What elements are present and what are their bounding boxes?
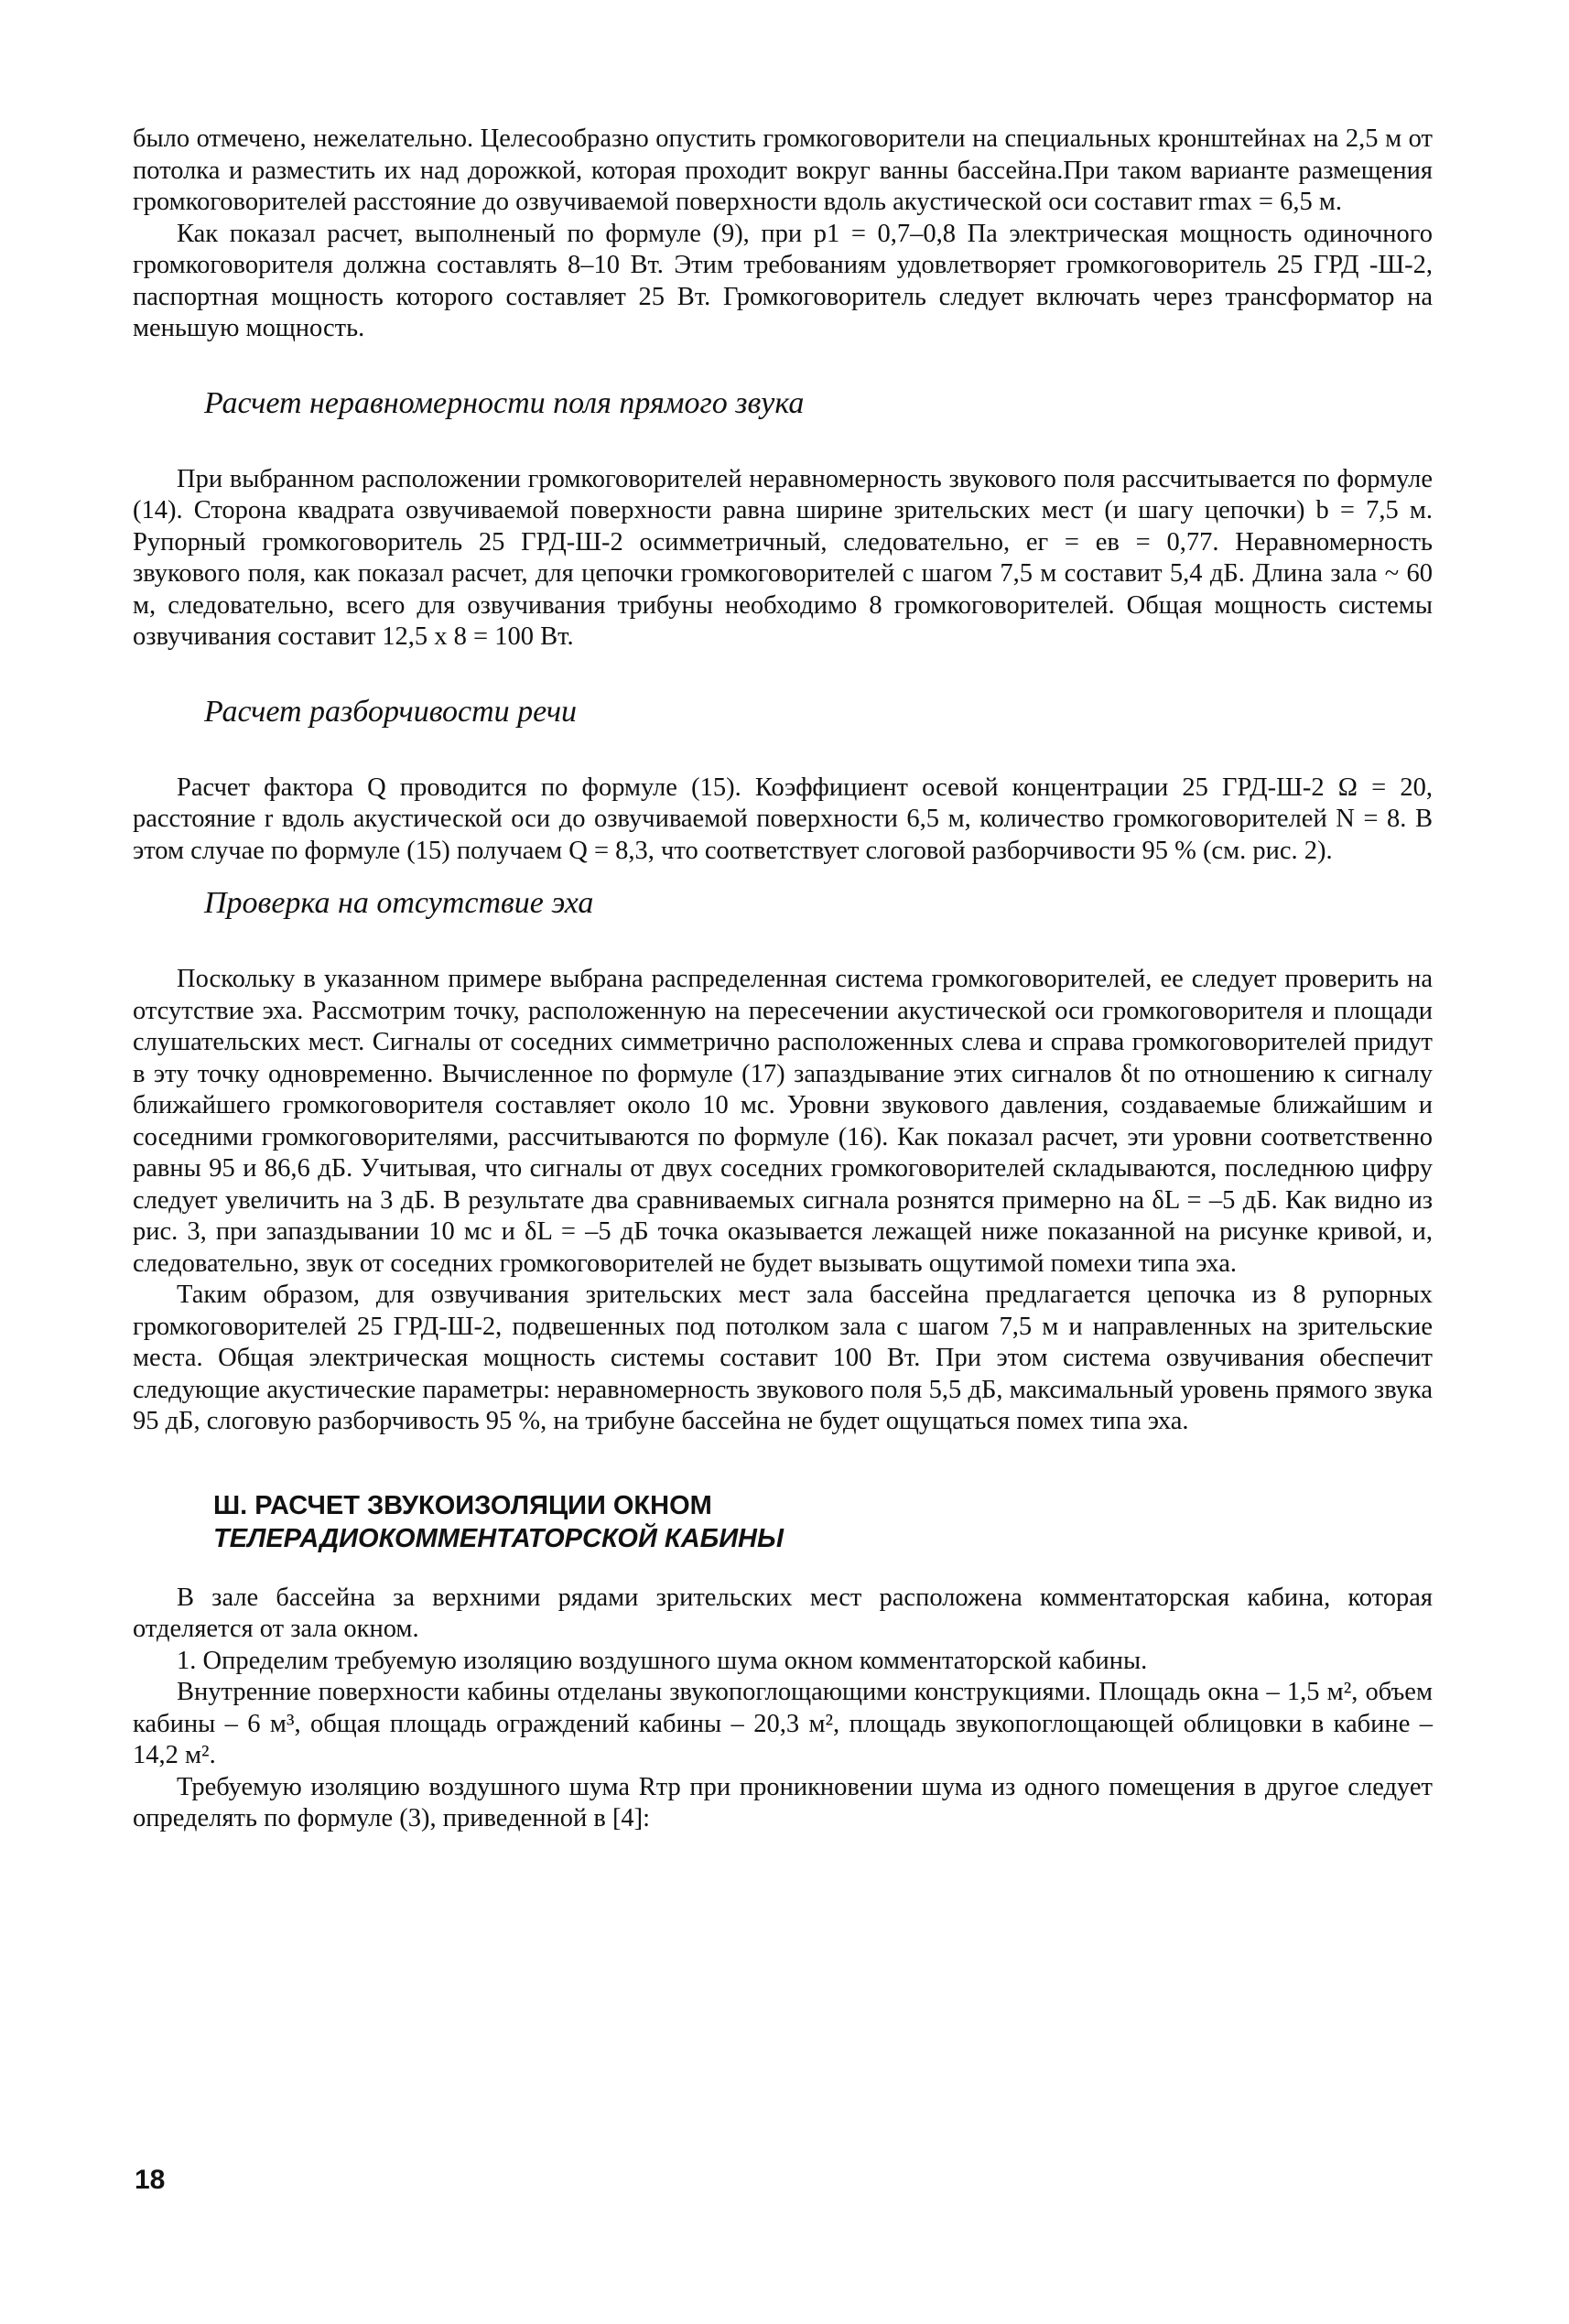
section-three-heading-line-1: Ш. РАСЧЕТ ЗВУКОИЗОЛЯЦИИ ОКНОМ <box>213 1490 712 1520</box>
echo-check-paragraph-2: Таким образом, для озвучивания зрительских мест зала бассейна предлагается цепочка из 8 рупорных громкоговорителей 25 ГРД-Ш-2, подвешенных под потолком зала с шагом 7,5 м и направленных на зрительские места. Общая электрическая мощность системы составит 100 Вт. При этом система озвучивания обеспечит следующие акустические параметры: неравномерность звукового поля 5,5 дБ, максимальный уровень прямого звука 95 дБ, слоговую разборчивость 95 %, на трибуне бассейна не будет ощущаться помех типа эха. <box>133 1281 1433 1435</box>
field-unevenness-block <box>133 464 1433 654</box>
section-three-paragraph-2: 1. Определим требуемую изоляцию воздушного шума окном комментаторской кабины. <box>177 1646 1148 1675</box>
intro-paragraph-1: было отмечено, нежелательно. Целесообразно опустить громкоговорители на специальных кронштейнах на 2,5 м от потолка и разместить их над дорожкой, которая проходит вокруг ванны бассейна.При таком варианте размещения громкоговорителей расстояние до озвучиваемой поверхности вдоль акустической оси составит rmax = 6,5 м. <box>133 124 1433 216</box>
speech-intelligibility-heading: Расчет разборчивости речи <box>204 694 578 729</box>
speech-intelligibility-block <box>133 773 1433 868</box>
intro-block <box>133 124 1433 345</box>
section-three-heading-line-2: ТЕЛЕРАДИОКОММЕНТАТОРСКОЙ КАБИНЫ <box>213 1523 784 1553</box>
echo-check-heading: Проверка на отсутствие эха <box>204 886 594 920</box>
field-unevenness-paragraph: При выбранном расположении громкоговорителей неравномерность звукового поля рассчитывается по формуле (14). Сторона квадрата озвучиваемой поверхности равна ширине зрительских мест (и шагу цепочки) b = 7,5 м. Рупорный громкоговоритель 25 ГРД-Ш-2 осимметричный, следовательно, eг = eв = 0,77. Неравномерность звукового поля, как показал расчет, для цепочки громкоговорителей с шагом 7,5 м составит 5,4 дБ. Длина зала ~ 60 м, следовательно, всего для озвучивания трибуны необходимо 8 громкоговорителей. Общая мощность системы озвучивания составит 12,5 х 8 = 100 Вт. <box>133 464 1433 651</box>
section-three-block <box>133 1583 1433 1835</box>
section-three-paragraph-3: Внутренние поверхности кабины отделаны звукопоглощающими конструкциями. Площадь окна – 1,5 м², объем кабины – 6 м³, общая площадь ограждений кабины – 20,3 м², площадь звукопоглощающей облицовки в кабине – 14,2 м². <box>133 1678 1433 1769</box>
intro-paragraph-2: Как показал расчет, выполненый по формуле (9), при p1 = 0,7–0,8 Па электрическая мощность одиночного громкоговорителя должна составлять 8–10 Вт. Этим требованиям удовлетворяет громкоговоритель 25 ГРД -Ш-2, паспортная мощность которого составляет 25 Вт. Громкоговоритель следует включать через трансформатор на меньшую мощность. <box>133 219 1433 342</box>
section-three-heading <box>133 1489 1433 1555</box>
echo-check-block <box>133 964 1433 1438</box>
page-number: 18 <box>135 2165 166 2195</box>
section-three-paragraph-1: В зале бассейна за верхними рядами зрительских мест расположена комментаторская кабина, которая отделяется от зала окном. <box>133 1583 1433 1643</box>
page-body <box>133 124 1433 1835</box>
speech-intelligibility-paragraph: Расчет фактора Q проводится по формуле (15). Коэффициент осевой концентрации 25 ГРД-Ш-2 Ω = 20, расстояние r вдоль акустической оси до озвучиваемой поверхности 6,5 м, количество громкоговорителей N = 8. В этом случае по формуле (15) получаем Q = 8,3, что соответствует слоговой разборчивости 95 % (см. рис. 2). <box>133 773 1433 865</box>
section-three-paragraph-4: Требуемую изоляцию воздушного шума Rтр при проникновении шума из одного помещения в другое следует определять по формуле (3), приведенной в [4]: <box>133 1772 1433 1832</box>
field-unevenness-heading: Расчет неравномерности поля прямого звука <box>204 385 805 420</box>
echo-check-paragraph-1: Поскольку в указанном примере выбрана распределенная система громкоговорителей, ее следует проверить на отсутствие эха. Рассмотрим точку, расположенную на пересечении акустической оси громкоговорителя и площади слушательских мест. Сигналы от соседних симметрично расположенных слева и справа громкоговорителей придут в эту точку одновременно. Вычисленное по формуле (17) запаздывание этих сигналов δt по отношению к сигналу ближайшего громкоговорителя составляет около 10 мс. Уровни звукового давления, создаваемые ближайшим и соседними громкоговорителями, рассчитываются по формуле (16). Как показал расчет, эти уровни соответственно равны 95 и 86,6 дБ. Учитывая, что сигналы от двух соседних громкоговорителей складываются, последнюю цифру следует увеличить на 3 дБ. В результате два сравниваемых сигнала рознятся примерно на δL = –5 дБ. Как видно из рис. 3, при запаздывании 10 мс и δL = –5 дБ точка оказывается лежащей ниже показанной на рисунке кривой, и, следовательно, звук от соседних громкоговорителей не будет вызывать ощутимой помехи типа эха. <box>133 965 1433 1278</box>
